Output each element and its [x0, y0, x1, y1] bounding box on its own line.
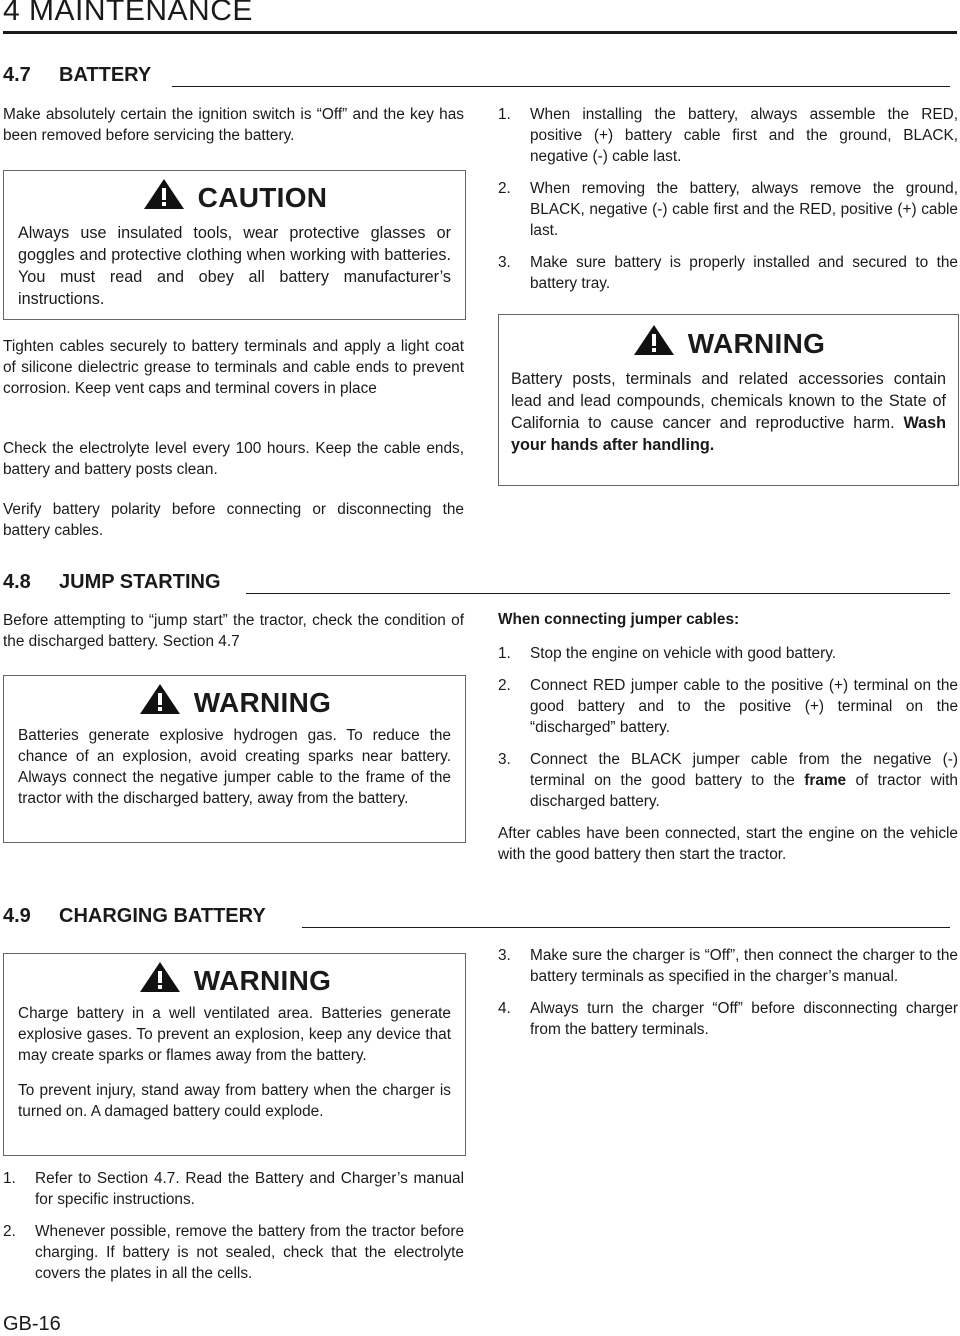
- jump-steps: [498, 643, 958, 812]
- section-label: CHARGING BATTERY: [59, 905, 266, 927]
- page-number: GB-16: [3, 1313, 61, 1335]
- list-item: 3. Make sure the charger is “Off”, then connect the charger to the battery terminals as specified in the charger’s manual.: [498, 947, 958, 985]
- polarity-paragraph: Verify battery polarity before connecting or disconnecting the battery cables.: [3, 501, 464, 539]
- list-item: 1. Refer to Section 4.7. Read the Battery and Charger’s manual for specific instructions.: [3, 1170, 464, 1208]
- jump-warning-box: [3, 675, 466, 843]
- battery-intro: Make absolutely certain the ignition switch is “Off” and the key has been removed before servicing the battery.: [3, 106, 464, 144]
- section-number: 4.8: [3, 571, 31, 593]
- section-number: 4.7: [3, 64, 31, 86]
- charging-warning-text-2: To prevent injury, stand away from battery when the charger is turned on. A damaged battery could explode.: [18, 1082, 451, 1120]
- warning-triangle-icon: [138, 682, 182, 716]
- connect-heading: When connecting jumper cables:: [498, 611, 740, 628]
- warning-label: WARNING: [193, 687, 332, 718]
- battery-warning-box: [498, 314, 959, 486]
- section-rule: [246, 593, 950, 594]
- charging-warning-text-1: Charge battery in a well ventilated area. Batteries generate explosive gases. To prevent an explosion, keep any device that may create sparks or flames away from the battery.: [18, 1005, 451, 1064]
- list-item: 3. Make sure battery is properly installed and secured to the battery tray.: [498, 254, 958, 292]
- warning-label: WARNING: [687, 328, 826, 359]
- warning-triangle-icon: [632, 323, 676, 357]
- list-item: 2. Whenever possible, remove the battery from the tractor before charging. If battery is not sealed, check that the electrolyte covers the plates in all the cells.: [3, 1223, 464, 1282]
- list-item: 2. When removing the battery, always remove the ground, BLACK, negative (-) cable first and the RED, positive (+) cable last.: [498, 180, 958, 239]
- chapter-rule: [3, 31, 957, 34]
- list-item: 1. Stop the engine on vehicle with good battery.: [498, 645, 837, 662]
- warning-label: WARNING: [193, 965, 332, 996]
- after-connecting-paragraph: After cables have been connected, start the engine on the vehicle with the good battery then start the tractor.: [498, 825, 958, 863]
- battery-steps: [498, 104, 958, 294]
- warning-header: [499, 323, 958, 361]
- warning-triangle-icon: [142, 177, 186, 211]
- section-title-battery: [3, 64, 151, 87]
- section-title-charging: [3, 905, 266, 928]
- list-item: 4. Always turn the charger “Off” before disconnecting charger from the battery terminals.: [498, 1000, 958, 1038]
- chapter-title: 4 MAINTENANCE: [3, 0, 253, 27]
- list-item: 1. When installing the battery, always assemble the RED, positive (+) battery cable first and the ground, BLACK, negative (-) cable last.: [498, 106, 958, 165]
- section-number: 4.9: [3, 905, 31, 927]
- warning-triangle-icon: [138, 960, 182, 994]
- electrolyte-paragraph: Check the electrolyte level every 100 hours. Keep the cable ends, battery and battery posts clean.: [3, 440, 464, 478]
- section-label: BATTERY: [59, 64, 152, 86]
- section-label: JUMP STARTING: [59, 571, 221, 593]
- battery-warning-text: Battery posts, terminals and related accessories contain lead and lead compounds, chemicals known to the State of California to cause cancer and reproductive harm. Wash your hands after handling.: [511, 370, 947, 454]
- caution-box: [3, 170, 466, 320]
- charging-steps-right: [498, 945, 958, 1040]
- charging-steps-left: [3, 1168, 464, 1284]
- list-item: 2. Connect RED jumper cable to the positive (+) terminal on the good battery and to the positive (+) terminal on the “discharged” battery.: [498, 677, 958, 736]
- charging-warning-box: [3, 953, 466, 1156]
- warning-header: [4, 682, 465, 720]
- section-title-jump-starting: [3, 571, 221, 594]
- list-item: 3. Connect the BLACK jumper cable from the negative (-) terminal on the good battery to the frame of tractor with discharged battery.: [498, 751, 958, 810]
- jump-intro: Before attempting to “jump start” the tractor, check the condition of the discharged battery. Section 4.7: [3, 612, 464, 650]
- warning-header: [4, 960, 465, 998]
- tighten-paragraph: Tighten cables securely to battery terminals and apply a light coat of silicone dielectric grease to terminals and cable ends to prevent corrosion. Keep vent caps and terminal covers in place: [3, 338, 464, 397]
- caution-text: Always use insulated tools, wear protective glasses or goggles and protective clothing when working with batteries. You must read and obey all battery manufacturer’s instructions.: [18, 224, 451, 308]
- section-rule: [302, 927, 950, 928]
- caution-label: CAUTION: [197, 182, 328, 213]
- section-rule: [172, 86, 950, 87]
- jump-warning-text: Batteries generate explosive hydrogen gas. To reduce the chance of an explosion, avoid creating sparks near battery. Always connect the negative jumper cable to the frame of the tractor with the discharged battery, away from the battery.: [18, 727, 451, 807]
- caution-header: [4, 177, 465, 215]
